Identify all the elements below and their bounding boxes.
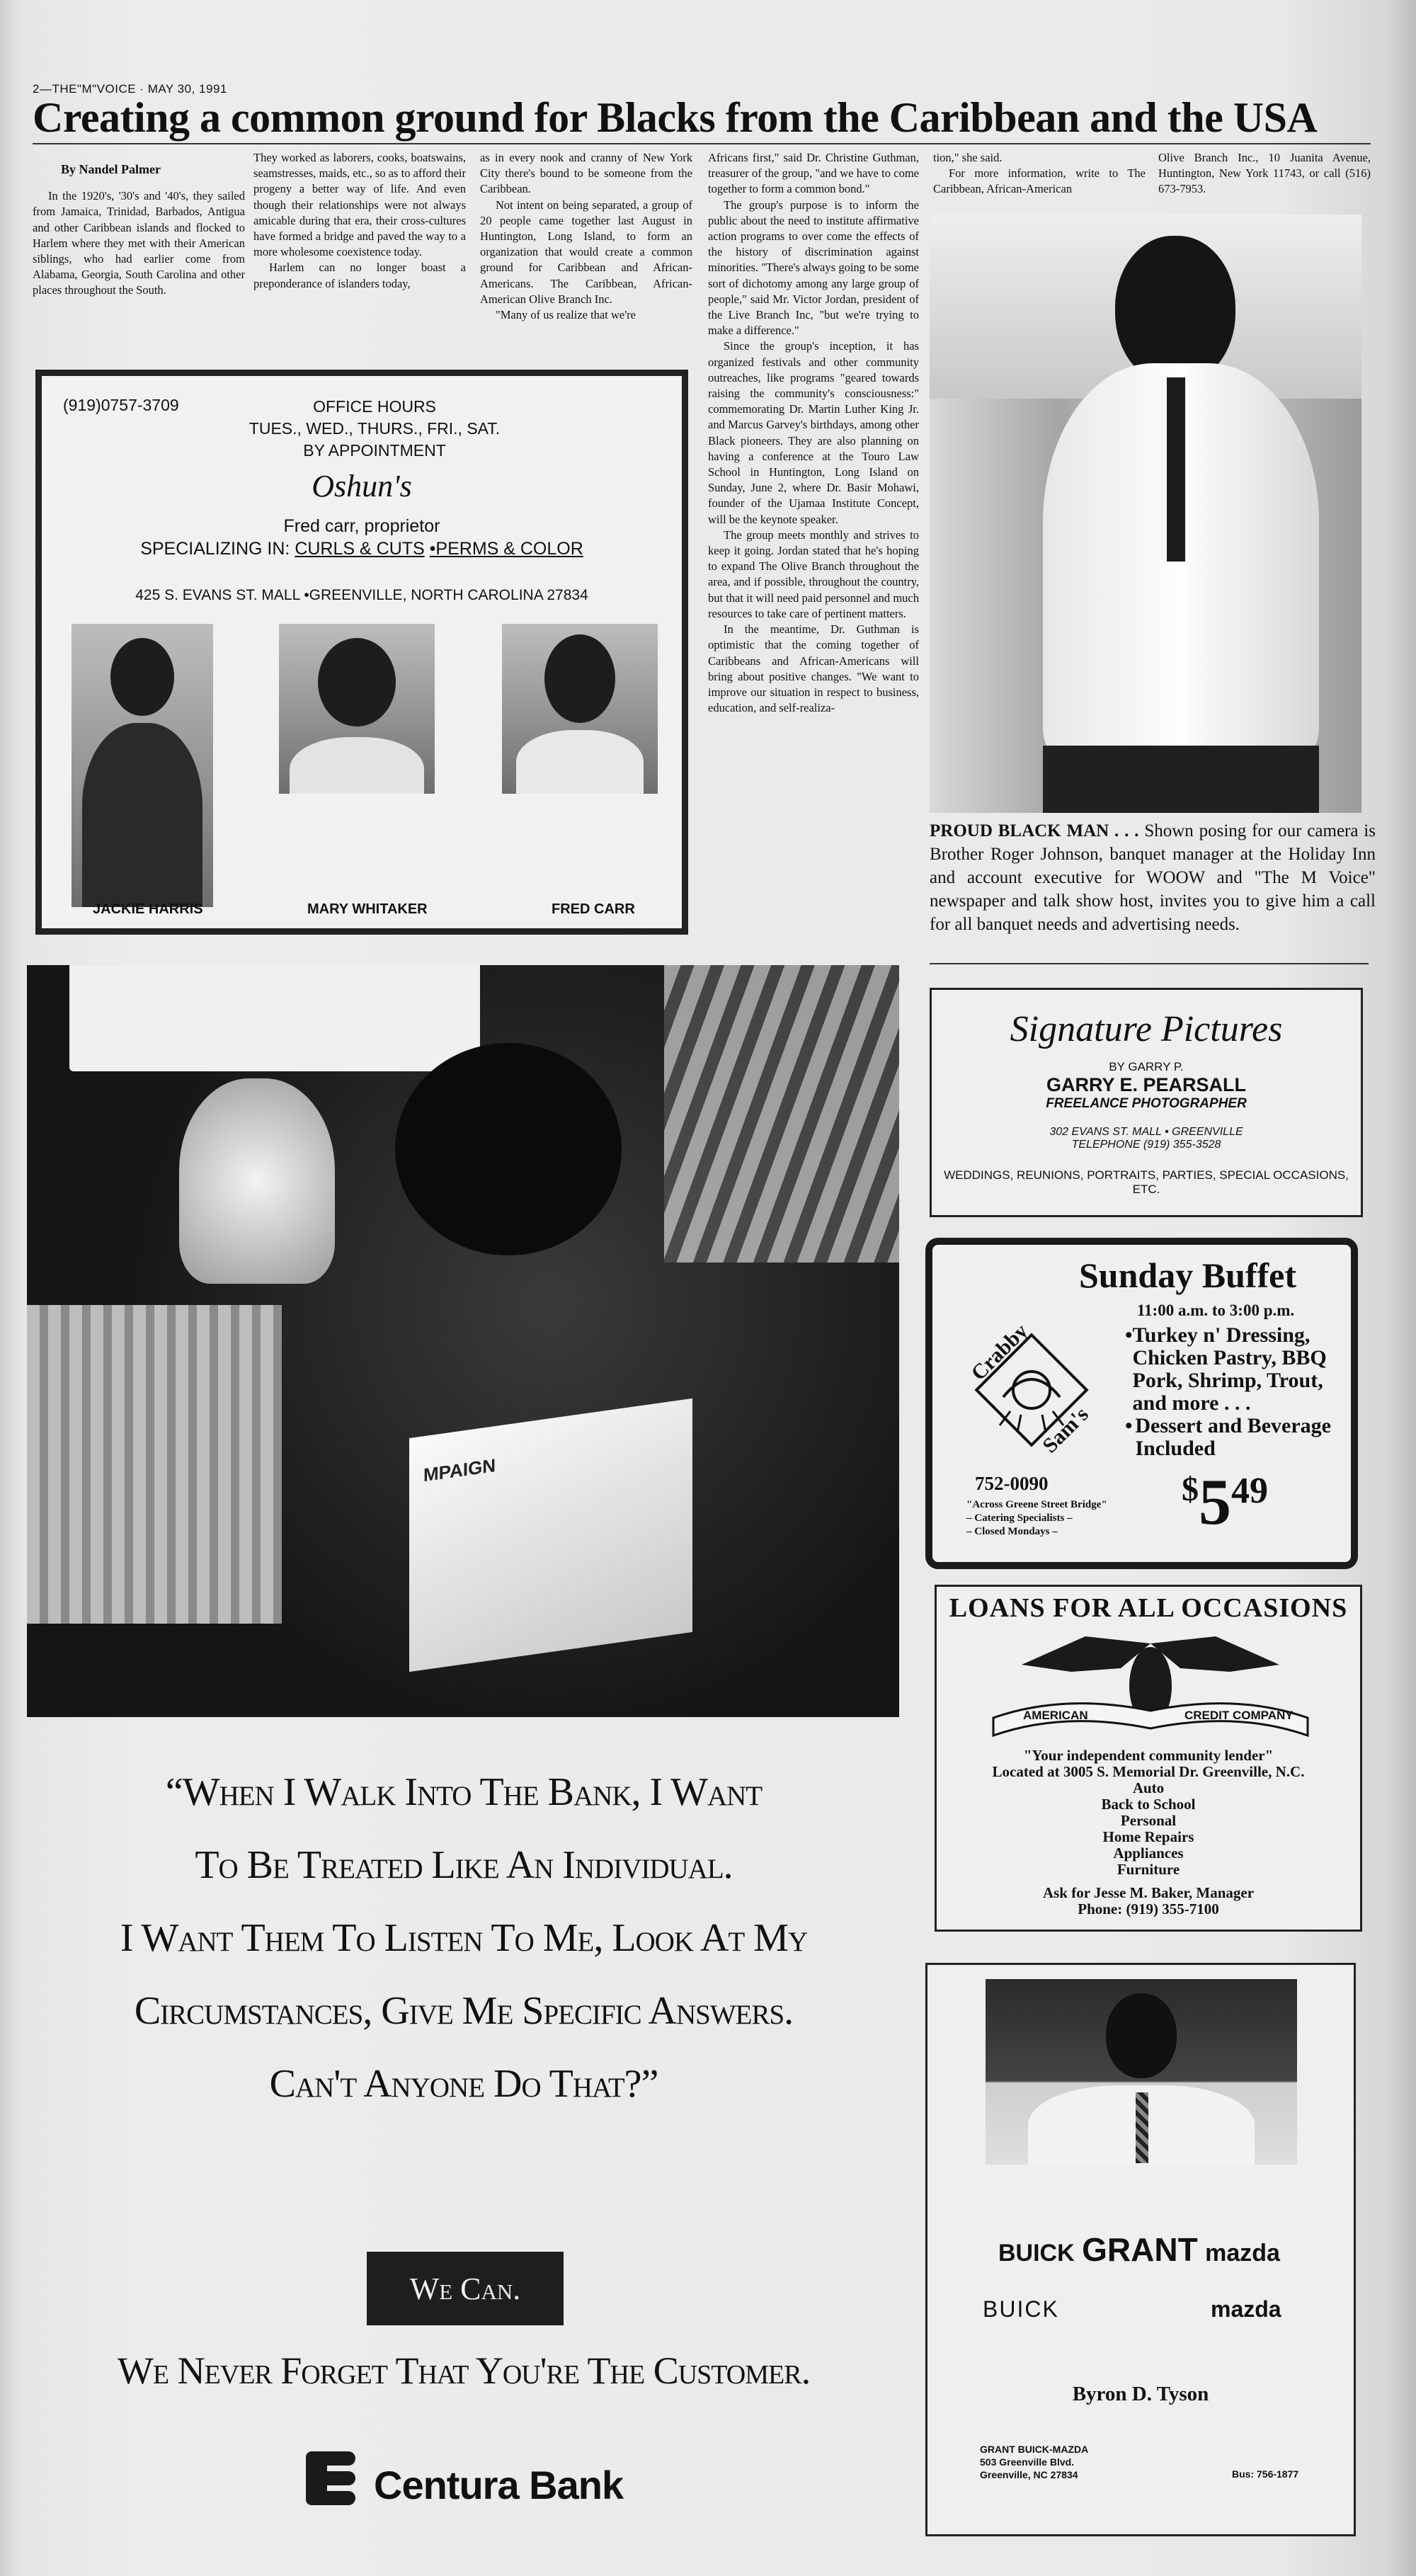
article-column-4 bbox=[708, 150, 919, 716]
portrait-body bbox=[516, 730, 644, 794]
bank-ad-photo bbox=[27, 965, 899, 1717]
newspaper-prop bbox=[409, 1398, 692, 1672]
lamp-shade bbox=[69, 965, 480, 1071]
dealer-address bbox=[980, 2443, 1088, 2481]
article-paragraph: Since the group's inception, it has organized festivals and other community outreaches, like programs "geared towards raising the community's consciousness:" commemorating Dr. Martin Luther King Jr. and Marcus Garvey's birthdays, among other Black pioneers. They are also planning on having a conference at the Touro Law School in Huntington, Long Island on Sunday, June 2, where Dr. Basir Mohawi, founder of the Ujamaa Institute Concept, will be the keynote speaker. bbox=[708, 339, 919, 526]
oshun-name: Oshun's bbox=[312, 469, 412, 503]
hours-title: OFFICE HOURS bbox=[313, 397, 436, 416]
loans-contact: Ask for Jesse M. Baker, Manager bbox=[1042, 1884, 1255, 1901]
portrait-head bbox=[318, 638, 396, 726]
article-paragraph: "Many of us realize that we're bbox=[496, 308, 636, 322]
article-column-2 bbox=[253, 150, 466, 292]
caption-lead: PROUD BLACK MAN . . . bbox=[930, 821, 1139, 840]
portrait-head bbox=[1115, 236, 1235, 384]
spec-prefix: SPECIALIZING IN: bbox=[140, 539, 290, 559]
newspaper-prop-text: MPAIGN bbox=[423, 1454, 496, 1486]
sig-name: GARRY E. PEARSALL bbox=[1046, 1074, 1247, 1095]
oshun-proprietor: Fred carr, proprietor bbox=[283, 516, 440, 536]
dealer-name: GRANT BUICK-MAZDA bbox=[980, 2444, 1089, 2455]
staff-caption: JACKIE HARRIS bbox=[93, 901, 203, 917]
signature-pictures-ad bbox=[930, 988, 1363, 1217]
hours-days: TUES., WED., THURS., FRI., SAT. bbox=[249, 419, 501, 438]
caption-text: Shown posing for our camera is Brother Roger Johnson, banquet manager at the Holiday Inn and account executive for WOOW and "The M Voice" newspaper and talk show host, invites you to give him a call for all banquet needs and advertising needs. bbox=[930, 821, 1376, 934]
page-headline: Creating a common ground for Blacks from the Caribbean and the USA bbox=[33, 94, 1318, 141]
bank-name: Centura Bank bbox=[374, 2463, 624, 2507]
oshun-phone: (919)0757-3709 bbox=[63, 396, 179, 414]
portrait-head bbox=[544, 634, 615, 723]
quote-line: I Want Them To Listen To Me, Look At My bbox=[120, 1916, 808, 1960]
bank-ad-quote bbox=[28, 1756, 899, 2121]
article-paragraph: The group meets monthly and strives to keep it going. Jordan stated that he's hoping to expand The Olive Branch throughout the area, and if possible, throughout the country, but that it will need paid personnel and much resources to take care of pertinent matters. bbox=[708, 528, 919, 620]
hours-appointment: BY APPOINTMENT bbox=[303, 441, 446, 460]
page-folio: 2—THE"M"VOICE · MAY 30, 1991 bbox=[33, 82, 227, 96]
loan-type: Auto bbox=[1132, 1779, 1165, 1796]
article-paragraph: They worked as laborers, cooks, boatswains, seamstresses, maids, etc., so as to afford their progeny a better way of life. And even though their relationships were not always amicable during that era, their cross-cultures have formed a bridge and paved the way to a more wholesome coexistence today. bbox=[253, 151, 466, 259]
salesman-name: Byron D. Tyson bbox=[1072, 2383, 1209, 2405]
buffet-notes bbox=[966, 1498, 1107, 1539]
sig-title: Signature Pictures bbox=[1010, 1009, 1283, 1049]
spec-perms: •PERMS & COLOR bbox=[429, 539, 583, 559]
buffet-note: – Catering Specialists – bbox=[966, 1512, 1073, 1524]
article-column-3 bbox=[480, 150, 692, 323]
article-paragraph: tion," she said. bbox=[933, 151, 1003, 164]
brand-mazda: mazda bbox=[1205, 2240, 1280, 2267]
sig-role: FREELANCE PHOTOGRAPHER bbox=[1046, 1096, 1247, 1111]
banner-right-text: CREDIT COMPANY bbox=[1184, 1709, 1294, 1722]
loan-type: Back to School bbox=[1101, 1796, 1196, 1813]
logo-top-text: Crabby bbox=[966, 1319, 1033, 1386]
buffet-note: "Across Greene Street Bridge" bbox=[966, 1499, 1107, 1510]
buick-wordmark: BUICK bbox=[983, 2296, 1059, 2322]
buffet-note: – Closed Mondays – bbox=[966, 1526, 1058, 1537]
spec-curls: CURLS & CUTS bbox=[295, 539, 425, 559]
portrait-head bbox=[1106, 1993, 1177, 2078]
article-column-5 bbox=[933, 150, 1146, 198]
article-paragraph: For more information, write to The Caribbean, African-American bbox=[933, 166, 1146, 196]
dealer-brand-line bbox=[998, 2230, 1280, 2269]
loans-phone: Phone: (919) 355-7100 bbox=[1078, 1900, 1219, 1917]
article-paragraph: The group's purpose is to inform the public about the need to institute affirmative action programs to over come the effects of the history of discrimination against minorities. "There's always going to be some sort of dichotomy among any large group of people," said Mr. Victor Jordan, president of the Live Branch Inc, "but we're trying to make a difference." bbox=[708, 198, 919, 338]
brand-grant: GRANT bbox=[1082, 2231, 1198, 2268]
banner-left-text: AMERICAN bbox=[1023, 1709, 1088, 1722]
article-paragraph: Olive Branch Inc., 10 Juanita Avenue, Huntington, New York 11743, or call (516) 673-7953. bbox=[1158, 151, 1371, 196]
staff-photo-mary bbox=[279, 624, 435, 794]
photo-caption bbox=[930, 819, 1376, 936]
brand-buick: BUICK bbox=[998, 2240, 1075, 2267]
quote-line: Circumstances, Give Me Specific Answers. bbox=[134, 1989, 794, 2033]
buffet-hours: 11:00 a.m. to 3:00 p.m. bbox=[1136, 1301, 1295, 1319]
sig-services: WEDDINGS, REUNIONS, PORTRAITS, PARTIES, SPECIAL OCCASIONS, ETC. bbox=[944, 1168, 1349, 1196]
eagle-banner-icon bbox=[979, 1629, 1322, 1743]
oshun-hours bbox=[198, 396, 552, 462]
article-paragraph: Harlem can no longer boast a preponderance of islanders today, bbox=[253, 261, 466, 290]
loan-type: Appliances bbox=[1113, 1845, 1184, 1862]
buffet-item: • Dessert and Beverage Included bbox=[1125, 1414, 1331, 1460]
oshun-address: 425 S. EVANS ST. MALL •GREENVILLE, NORTH CAROLINA 27834 bbox=[135, 587, 588, 603]
staff-photo-jackie bbox=[72, 624, 213, 907]
headline-rule bbox=[33, 143, 1371, 144]
sig-address: 302 EVANS ST. MALL • GREENVILLE bbox=[1049, 1126, 1243, 1138]
oshuns-ad bbox=[35, 370, 688, 935]
portrait-body bbox=[290, 737, 424, 794]
loan-type: Personal bbox=[1120, 1812, 1177, 1829]
reader-head bbox=[395, 1043, 622, 1255]
article-paragraph: Africans first," said Dr. Christine Guthman, treasurer of the group, "and we have to come together to form a common bond." bbox=[708, 151, 919, 196]
grant-buick-mazda-ad bbox=[925, 1963, 1356, 2536]
loans-slogan: "Your independent community lender" bbox=[1023, 1747, 1274, 1764]
loan-type: Furniture bbox=[1117, 1861, 1180, 1878]
staff-caption: FRED CARR bbox=[552, 901, 635, 917]
sig-phone: TELEPHONE (919) 355-3528 bbox=[1071, 1139, 1221, 1151]
dealer-street: 503 Greenville Blvd. bbox=[980, 2456, 1075, 2468]
quote-line: To Be Treated Like An Individual. bbox=[195, 1843, 733, 1887]
loan-type: Home Repairs bbox=[1102, 1828, 1194, 1845]
necktie bbox=[1136, 2092, 1148, 2163]
portrait-body bbox=[82, 723, 202, 907]
we-can-badge: We Can. bbox=[367, 2252, 564, 2325]
byline: By Nandel Palmer bbox=[61, 162, 161, 176]
staff-photo-fred bbox=[502, 624, 658, 794]
curtain bbox=[664, 965, 899, 1263]
buffet-phone: 752-0090 bbox=[975, 1473, 1049, 1494]
striped-chair bbox=[27, 1305, 282, 1624]
article-column-1 bbox=[33, 161, 245, 299]
buffet-price: $549 bbox=[1182, 1466, 1268, 1538]
mazda-wordmark: mazda bbox=[1211, 2296, 1281, 2322]
dealer-phone: Bus: 756-1877 bbox=[1232, 2468, 1299, 2480]
staff-caption: MARY WHITAKER bbox=[307, 901, 428, 917]
portrait-head bbox=[110, 638, 174, 716]
necktie bbox=[1167, 377, 1185, 562]
quote-line: “When I Walk Into The Bank, I Want bbox=[165, 1770, 763, 1814]
buffet-item: • Turkey n' Dressing, Chicken Pastry, BBQ Pork, Shrimp, Trout, and more . . . bbox=[1125, 1323, 1327, 1415]
loans-title: LOANS FOR ALL OCCASIONS bbox=[949, 1593, 1348, 1623]
caption-rule bbox=[930, 963, 1369, 964]
loans-body bbox=[937, 1748, 1360, 1917]
bank-tagline: We Never Forget That You're The Customer. bbox=[117, 2349, 811, 2392]
centura-logo-icon bbox=[304, 2449, 360, 2508]
trousers bbox=[1043, 746, 1319, 813]
oshun-specialties bbox=[42, 539, 682, 559]
article-paragraph: In the 1920's, '30's and '40's, they sailed from Jamaica, Trinidad, Barbados, Antigua and other Caribbean islands and flocked to Harlem where they met with their American siblings, who had earlier come from Alabama, Georgia, South Carolina and other places throughout the South. bbox=[33, 189, 245, 297]
article-paragraph: as in every nook and cranny of New York City there's bound to be someone from the Caribbean. bbox=[480, 151, 692, 196]
dealer-city: Greenville, NC 27834 bbox=[980, 2469, 1078, 2480]
buffet-title: Sunday Buffet bbox=[1078, 1255, 1297, 1295]
proud-black-man-photo bbox=[930, 215, 1361, 813]
quote-line: Can't Anyone Do That?” bbox=[269, 2062, 658, 2106]
logo-bottom-text: Sam's bbox=[1038, 1402, 1093, 1458]
sunday-buffet-ad bbox=[925, 1238, 1358, 1569]
sig-by: BY GARRY P. bbox=[1109, 1060, 1184, 1073]
lamp-vase bbox=[179, 1078, 335, 1284]
buffet-menu bbox=[1125, 1324, 1337, 1460]
crabby-sams-logo-icon bbox=[961, 1312, 1102, 1464]
american-credit-ad bbox=[935, 1585, 1362, 1932]
article-column-6 bbox=[1158, 150, 1371, 198]
article-paragraph: In the meantime, Dr. Guthman is optimistic that the coming together of Caribbeans and African-Americans will bring about positive changes. "We want to improve our situation in respect to business, education, and self-realiza- bbox=[708, 622, 919, 715]
article-paragraph: Not intent on being separated, a group of 20 people came together last August in Huntington, Long Island, to form an organization that would create a common ground for Caribbean and African-Americans. The Caribbean, African-American Olive Branch Inc. bbox=[480, 198, 692, 306]
loans-location: Located at 3005 S. Memorial Dr. Greenville, N.C. bbox=[992, 1763, 1305, 1780]
salesman-photo bbox=[986, 1979, 1297, 2165]
